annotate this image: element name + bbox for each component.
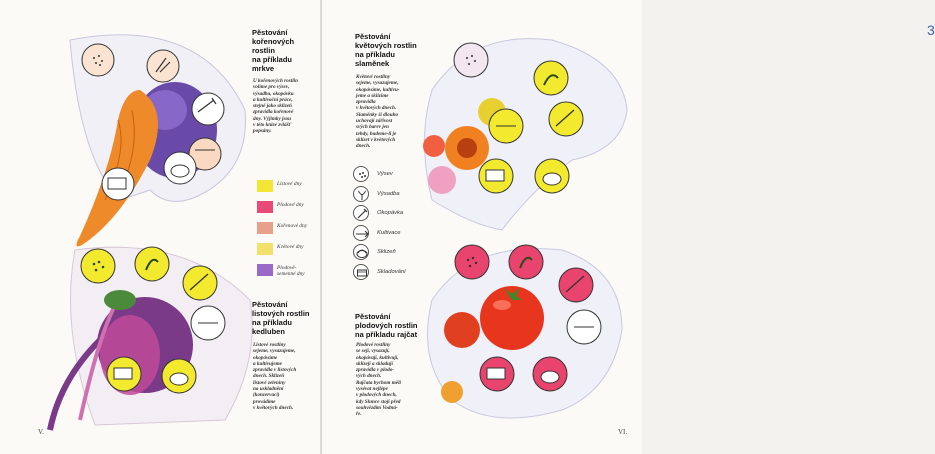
text-line: uchovají zářivost (356, 118, 393, 125)
text-line: dny. Výjimky jsou (253, 115, 291, 122)
text-line: se sejí, vysazují, (356, 348, 390, 355)
text-line: jeme a sklízíme (356, 92, 389, 99)
text-line: dnech. Sklizeň (253, 373, 285, 380)
legend-item-seed-days: Plodově- semenné dny (257, 264, 317, 285)
carrot-circle-hoe (192, 93, 224, 125)
text-line: okopávají, kultivují, (356, 354, 399, 361)
text-line: zpravidla v plodo- (356, 367, 395, 374)
left-page (0, 0, 322, 454)
tomato-circle-plant (509, 245, 543, 279)
kohlrabi-circle-hoe (183, 266, 217, 300)
text-line: v květových dnech. (356, 105, 397, 112)
text-line: na příkladu (252, 318, 293, 327)
cultivator-icon (353, 225, 369, 241)
legend-swatch (257, 201, 273, 213)
text-line: mrkve (252, 64, 275, 73)
basket-icon (353, 244, 369, 260)
hoe-icon (353, 205, 369, 221)
text-line: Rajčata bychom měli (356, 379, 401, 386)
tomato-section-text (356, 342, 401, 418)
carrot-circle-sow (82, 44, 114, 76)
text-line: slaměnek (355, 59, 390, 68)
text-line: ře. (356, 411, 362, 418)
kohlrabi-circle-plant (135, 247, 169, 281)
text-line: zpravidla kořenové (253, 109, 294, 116)
legend-item-leaf-days: Listové dny (257, 180, 317, 201)
text-line: na příkladu (355, 50, 396, 59)
text-line: sejeme, vysazujeme, (253, 348, 296, 355)
kohlrabi-circle-sow (81, 249, 115, 283)
marigold-section-text (356, 74, 400, 150)
text-line: Květové rostliny (356, 74, 391, 80)
text-line: a kultivujeme (253, 360, 282, 367)
corner-handwritten-mark: 3 (927, 22, 935, 38)
text-line: Pěstování (355, 32, 391, 41)
text-line: na příkladu rajčat (355, 330, 418, 339)
text-line: Pěstování (252, 300, 288, 309)
text-line: rostlin (252, 46, 275, 55)
text-line: stejně jako sklizeň (253, 103, 292, 110)
text-line: plodových rostlin (355, 321, 418, 330)
text-line: na příkladu (252, 55, 293, 64)
text-line: Pěstování (355, 312, 391, 321)
storage-icon (353, 264, 369, 280)
text-line: zpravidla (356, 99, 376, 106)
day-type-legend (257, 180, 317, 285)
text-line: v plodových dnech, (356, 392, 397, 399)
tool-item-planting: Výsadba (353, 186, 453, 206)
legend-swatch (257, 222, 273, 234)
text-line: Slaměnky ší dlouho (356, 111, 399, 118)
legend-item-flower-days: Květové dny (257, 243, 317, 264)
text-line: zpravidla v listových (253, 367, 297, 374)
text-line: na uskladnění (253, 386, 284, 393)
text-line: vysévat nejlépe (356, 386, 388, 393)
page-number-right: VI. (618, 428, 628, 436)
text-line: výsadbu, okopávku (253, 90, 294, 97)
text-line: v této knize zvlášť (253, 122, 292, 129)
text-line: souhvězdím Vodná- (356, 404, 398, 411)
text-line: Plodové rostliny (356, 342, 391, 348)
text-line: sklízejí a skladují (356, 360, 393, 367)
tomato-section-title (355, 312, 418, 339)
text-line: tehdy, budeme-li je (356, 130, 397, 137)
tool-item-storage: Skladování (353, 264, 453, 284)
seedling-icon (353, 186, 369, 202)
tomato-circle-hoe (559, 268, 593, 302)
tool-item-cultivation: Kultivace (353, 225, 453, 245)
seeds-icon (353, 166, 369, 182)
tomato-circle-sow (455, 245, 489, 279)
text-line: Pěstování (252, 28, 288, 37)
kohlrabi-section-title (252, 300, 310, 336)
kohlrabi-section-text (253, 342, 296, 411)
text-line: vých dnech. (356, 373, 382, 380)
text-line: a kultivační práce, (253, 96, 293, 103)
text-line: (konzervaci) (253, 392, 280, 399)
text-line: kořenových (252, 37, 295, 46)
text-line: provádíme (253, 398, 276, 405)
text-line: svých barev jen (356, 124, 389, 131)
text-line: okopáváme (253, 354, 278, 361)
tool-item-hoeing: Okopávka (353, 205, 453, 225)
text-line: popsány. (253, 128, 272, 135)
flower-circle-hoe (549, 102, 583, 136)
text-line: Listové rostliny (253, 342, 286, 348)
tool-item-harvest: Sklizeň (353, 244, 453, 264)
text-line: listové zeleniny (253, 379, 286, 386)
legend-swatch (257, 264, 273, 276)
text-line: listových rostlin (252, 309, 310, 318)
page-number-left: V. (38, 428, 44, 436)
text-line: dnech. (356, 143, 371, 150)
text-line: sejeme, vysazujeme, (356, 80, 399, 87)
text-line: kedluben (252, 327, 285, 336)
legend-item-fruit-days: Plodové dny (257, 201, 317, 222)
text-line: U kořenových rostlin (253, 78, 298, 84)
work-type-legend (353, 166, 453, 284)
carrot-section-title (252, 28, 294, 73)
carrot-section-text (253, 78, 298, 135)
flower-circle-plant (534, 61, 568, 95)
tool-item-sowing: Výsev (353, 166, 453, 186)
kohlrabi-leaf (104, 290, 136, 310)
text-line: okopáváme, kultivu- (356, 86, 400, 93)
text-line: v květových dnech. (253, 404, 294, 411)
flower-circle-sow (454, 43, 488, 77)
legend-swatch (257, 243, 273, 255)
text-line: sklízet v květových (356, 136, 396, 143)
text-line: květových rostlin (355, 41, 417, 50)
legend-item-root-days: Kořenové dny (257, 222, 317, 243)
text-line: kdy Slunce stojí před (356, 398, 401, 405)
legend-swatch (257, 180, 273, 192)
carrot-circle-plant (147, 50, 179, 82)
marigold-section-title (355, 32, 417, 68)
text-line: volíme pro výsev, (253, 84, 290, 91)
